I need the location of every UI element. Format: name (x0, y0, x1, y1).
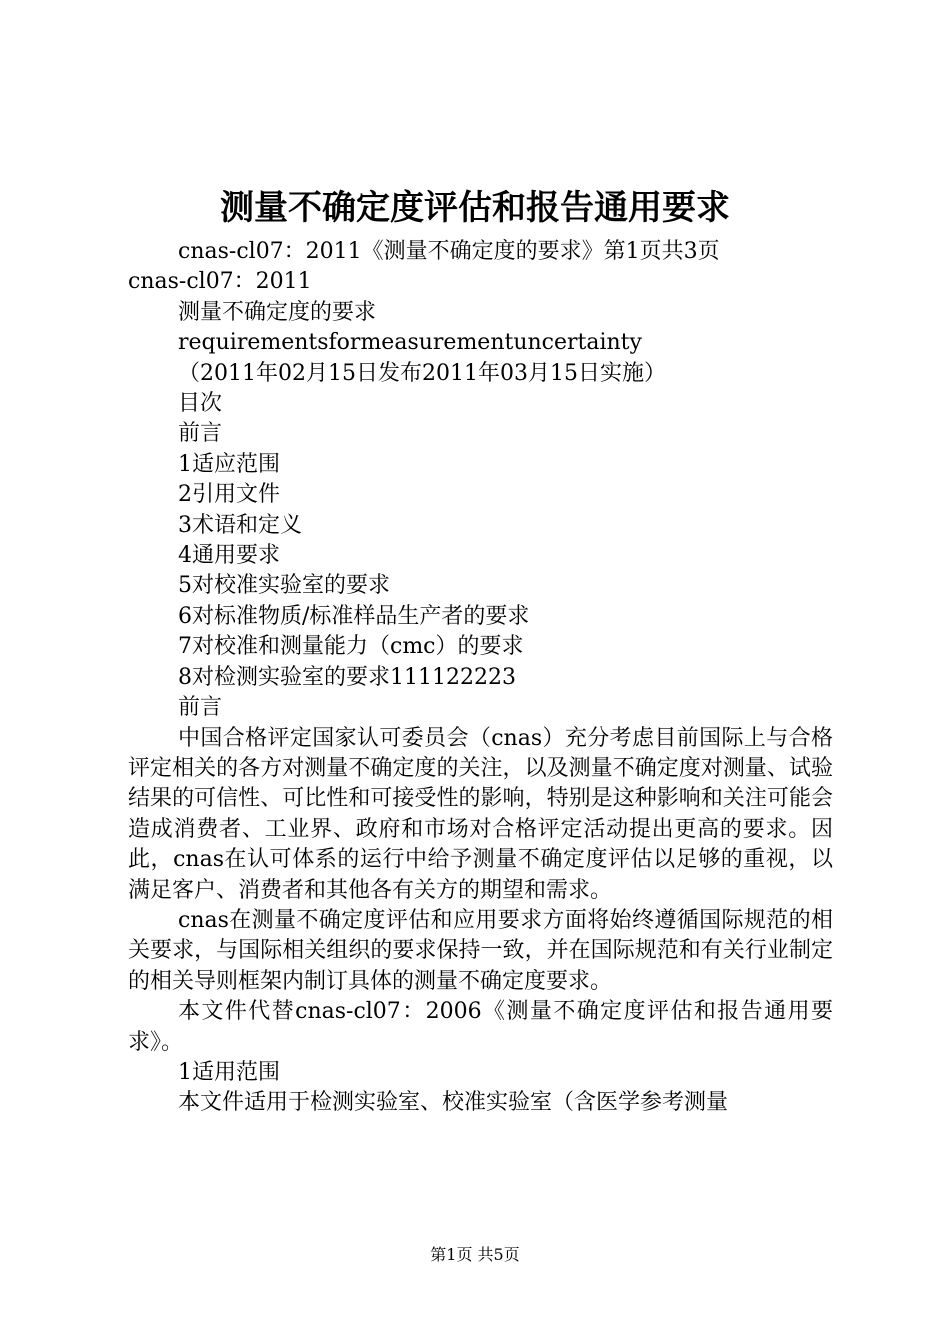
toc-item: 7对校准和测量能力（cmc）的要求 (178, 634, 524, 660)
doc-code-line: cnas-cl07：2011 (128, 269, 312, 295)
foreword-paragraph: 本文件代替cnas-cl07：2006《测量不确定度评估和报告通用要求》。 (128, 999, 833, 1055)
toc-item: 8对检测实验室的要求111122223 (178, 664, 516, 690)
section-heading-scope: 1适用范围 (178, 1059, 280, 1085)
doc-name-en: requirementsformeasurementuncertainty (178, 330, 642, 356)
header-line: cnas-cl07：2011《测量不确定度的要求》第1页共3页 (178, 239, 720, 264)
scope-text: 本文件适用于检测实验室、校准实验室（含医学参考测量 (178, 1090, 729, 1116)
document-body (128, 237, 833, 1119)
toc-item: 4通用要求 (178, 543, 280, 569)
document-title: 测量不确定度评估和报告通用要求 (220, 188, 730, 228)
foreword-paragraph: cnas在测量不确定度评估和应用要求方面将始终遵循国际规范的相关要求，与国际相关组织的要求保持一致，并在国际规范和有关行业制定的相关导则框架内制订具体的测量不确定度要求。 (128, 907, 833, 994)
doc-dates: （2011年02月15日发布2011年03月15日实施） (178, 360, 666, 386)
toc-item: 2引用文件 (178, 482, 280, 508)
toc-heading: 目次 (178, 391, 223, 417)
page-footer: 第1页 共5页 (430, 1245, 520, 1264)
toc-item: 6对标准物质/标准样品生产者的要求 (178, 603, 530, 629)
doc-name-cn: 测量不确定度的要求 (178, 299, 377, 325)
toc-item: 1适应范围 (178, 451, 280, 477)
toc-item: 5对校准实验室的要求 (178, 573, 390, 599)
toc-item: 前言 (178, 421, 223, 447)
section-heading-foreword: 前言 (178, 695, 223, 721)
toc-item: 3术语和定义 (178, 512, 302, 538)
foreword-paragraph: 中国合格评定国家认可委员会（cnas）充分考虑目前国际上与合格评定相关的各方对测量不确定度的关注，以及测量不确定度对测量、试验结果的可信性、可比性和可接受性的影响，特别是这种影响和关注可能会造成消费者、工业界、政府和市场对合格评定活动提出更高的要求。因此，cnas在认可体系的运行中给予测量不确定度评估以足够的重视，以满足客户、消费者和其他各有关方的期望和需求。 (128, 725, 833, 903)
